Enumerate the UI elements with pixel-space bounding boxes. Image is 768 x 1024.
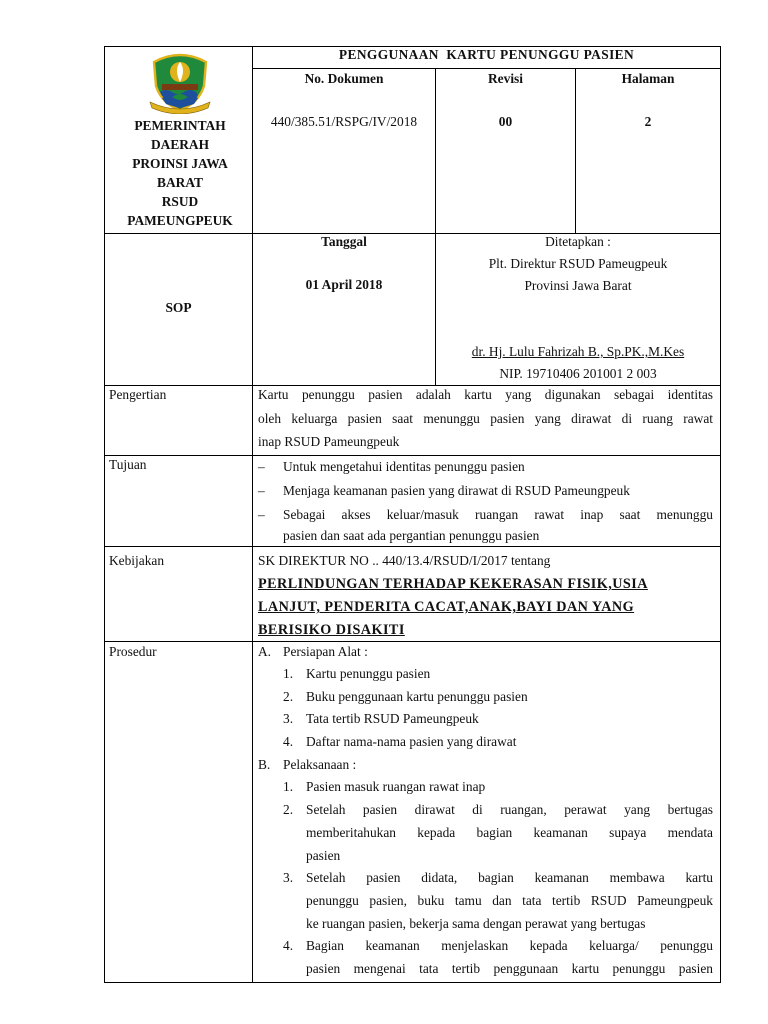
step-group-marker: B. [258, 757, 271, 772]
section-divider [104, 455, 721, 456]
org-name-line: BARAT [157, 175, 203, 190]
prep-item: Kartu penunggu pasien [306, 666, 431, 681]
prep-item: Tata tertib RSUD Pameungpeuk [306, 711, 479, 726]
section-label-pengertian: Pengertian [109, 387, 167, 402]
org-name-line: DAERAH [150, 137, 210, 152]
table-border-left [104, 46, 105, 983]
date-label: Tanggal [321, 234, 367, 249]
date-value: 01 April 2018 [305, 277, 383, 292]
document-title: PENGGUNAAN KARTU PENUNGGU PASIEN [338, 47, 635, 62]
table-border-bottom [104, 982, 721, 983]
doc-number-label: No. Dokumen [304, 71, 384, 86]
execution-step-number: 1. [283, 779, 294, 794]
revision-label: Revisi [488, 71, 523, 86]
org-name-line: PAMEUNGPEUK [127, 213, 233, 228]
policy-title-line: BERISIKO DISAKITI [258, 622, 405, 638]
policy-decree: SK DIREKTUR NO .. 440/13.4/RSUD/I/2017 tentang [258, 553, 551, 568]
approver-province: Provinsi Jawa Barat [524, 278, 632, 293]
section-divider [104, 641, 721, 642]
column-divider [252, 46, 253, 983]
prep-item-number: 3. [283, 711, 294, 726]
objective-item-continued: pasien dan saat ada pergantian penunggu pasien [283, 528, 540, 543]
step-group-marker: A. [258, 644, 272, 659]
execution-step-number: 2. [283, 802, 294, 817]
execution-step-number: 4. [283, 938, 294, 953]
west-java-emblem-logo [146, 50, 214, 114]
execution-step-line: pasien [306, 848, 341, 863]
approver-nip: NIP. 19710406 201001 2 003 [499, 366, 657, 381]
objective-bullet: – [258, 507, 265, 522]
prep-item-number: 2. [283, 689, 294, 704]
section-label-kebijakan: Kebijakan [109, 553, 165, 568]
page-value: 2 [644, 114, 652, 129]
execution-step-line: Setelah pasien didata, bagian keamanan membawa kartu [306, 870, 713, 885]
objective-item: Untuk mengetahui identitas penunggu pasien [283, 459, 525, 474]
approver-name: dr. Hj. Lulu Fahrizah B., Sp.PK.,M.Kes [471, 344, 685, 359]
revision-value: 00 [498, 114, 513, 129]
doc-number-value: 440/385.51/RSPG/IV/2018 [270, 114, 418, 129]
execution-step-line: Pasien masuk ruangan rawat inap [306, 779, 486, 794]
approval-heading: Ditetapkan : [545, 234, 611, 249]
prep-item-number: 1. [283, 666, 294, 681]
section-label-prosedur: Prosedur [109, 644, 157, 659]
execution-step-line: Bagian keamanan menjelaskan kepada keluarga/ penunggu [306, 938, 713, 953]
table-border-right [720, 46, 721, 983]
execution-step-line: penunggu pasien, buku tamu dan tata tertib RSUD Pameungpeuk [306, 893, 713, 908]
objective-item: Sebagai akses keluar/masuk ruangan rawat inap saat menunggu [283, 507, 713, 522]
execution-step-line: ke ruangan pasien, bekerja sama dengan perawat yang bertugas [306, 916, 646, 931]
section-divider [104, 546, 721, 547]
execution-step-line: Setelah pasien dirawat di ruangan, perawat yang bertugas [306, 802, 713, 817]
definition-line: oleh keluarga pasien saat menunggu pasien yang dirawat di ruang rawat [258, 411, 713, 426]
org-name-line: RSUD [161, 194, 199, 209]
objective-item: Menjaga keamanan pasien yang dirawat di RSUD Pameungpeuk [283, 483, 630, 498]
column-divider [575, 68, 576, 234]
definition-line: inap RSUD Pameungpeuk [258, 434, 400, 449]
sop-label: SOP [165, 300, 192, 315]
approver-position: Plt. Direktur RSUD Pameugpeuk [488, 256, 668, 271]
org-name-line: PEMERINTAH [134, 118, 226, 133]
step-group-title: Persiapan Alat : [283, 644, 368, 659]
execution-step-line: memberitahukan kepada bagian keamanan supaya mendata [306, 825, 713, 840]
execution-step-line: pasien mengenai tata tertib penggunaan kartu penunggu pasien [306, 961, 713, 976]
step-group-title: Pelaksanaan : [283, 757, 357, 772]
org-name-line: PROINSI JAWA [132, 156, 228, 171]
section-label-tujuan: Tujuan [109, 457, 147, 472]
prep-item: Daftar nama-nama pasien yang dirawat [306, 734, 517, 749]
execution-step-number: 3. [283, 870, 294, 885]
prep-item: Buku penggunaan kartu penunggu pasien [306, 689, 528, 704]
definition-line: Kartu penunggu pasien adalah kartu yang digunakan sebagai identitas [258, 387, 713, 402]
prep-item-number: 4. [283, 734, 294, 749]
policy-title-line: LANJUT, PENDERITA CACAT,ANAK,BAYI DAN YANG [258, 599, 635, 615]
objective-bullet: – [258, 483, 265, 498]
page-label: Halaman [621, 71, 675, 86]
emblem-wall [162, 84, 198, 90]
header-row-divider [252, 68, 721, 69]
policy-title-line: PERLINDUNGAN TERHADAP KEKERASAN FISIK,USIA [258, 576, 648, 592]
objective-bullet: – [258, 459, 265, 474]
